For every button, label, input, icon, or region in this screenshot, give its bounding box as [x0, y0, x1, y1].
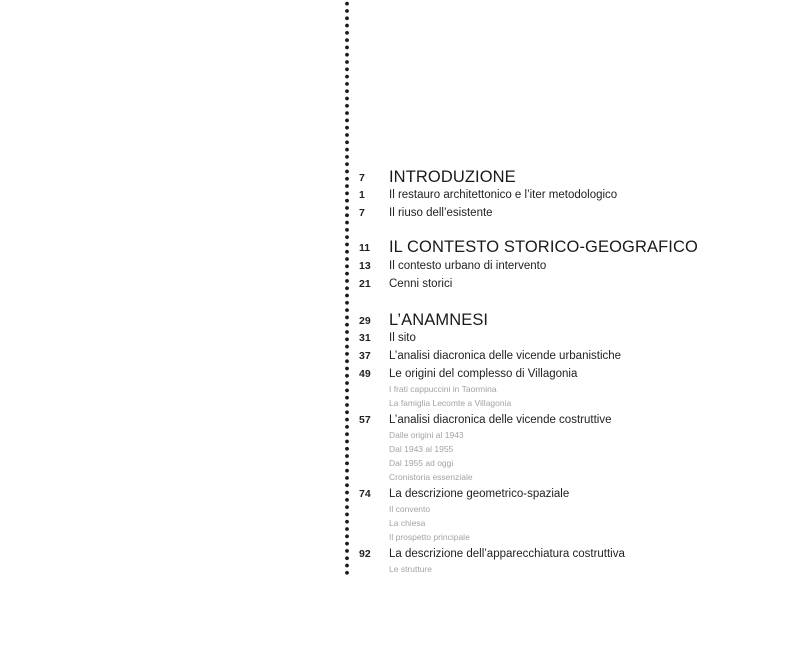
page-number: 92 [359, 548, 371, 560]
entry-title: L’analisi diacronica delle vicende costruttive [389, 414, 612, 426]
subentry-title: I frati cappuccini in Taormina [389, 384, 497, 394]
entry-title: Il riuso dell’esistente [389, 207, 493, 219]
page-number: 1 [359, 189, 365, 201]
page-number: 7 [359, 172, 365, 184]
page-number: 7 [359, 207, 365, 219]
subentry-title: La famiglia Lecomte a Villagonia [389, 398, 512, 408]
subentry-title: Dal 1943 al 1955 [389, 444, 454, 454]
page-number: 57 [359, 414, 371, 426]
subentry-title: La chiesa [389, 518, 426, 528]
entry-title: La descrizione dell’apparecchiatura costruttiva [389, 548, 625, 560]
page-number: 31 [359, 332, 371, 344]
chapter-title: L’ANAMNESI [389, 311, 489, 329]
page-number: 21 [359, 278, 371, 290]
entry-title: L’analisi diacronica delle vicende urbanistiche [389, 350, 622, 362]
page-number: 29 [359, 315, 371, 327]
page-number: 37 [359, 350, 371, 362]
entry-title: Il contesto urbano di intervento [389, 260, 547, 272]
subentry-title: Dal 1955 ad oggi [389, 458, 454, 468]
entry-title: Il sito [389, 332, 416, 344]
subentry-title: Il convento [389, 504, 431, 514]
chapter-title: IL CONTESTO STORICO-GEOGRAFICO [389, 238, 698, 256]
entry-title: La descrizione geometrico-spaziale [389, 488, 570, 500]
entry-title: Le origini del complesso di Villagonia [389, 368, 578, 380]
page-number: 13 [359, 260, 371, 272]
subentry-title: Cronistoria essenziale [389, 472, 473, 482]
page-number: 74 [359, 488, 371, 500]
subentry-title: Le strutture [389, 564, 432, 574]
chapter-title: INTRODUZIONE [389, 168, 516, 186]
page-number: 49 [359, 368, 371, 380]
page-number: 11 [359, 242, 371, 254]
subentry-title: Dalle origini al 1943 [389, 430, 464, 440]
entry-title: Cenni storici [389, 278, 453, 290]
subentry-title: Il prospetto principale [389, 532, 470, 542]
entry-title: Il restauro architettonico e l’iter metodologico [389, 189, 618, 201]
